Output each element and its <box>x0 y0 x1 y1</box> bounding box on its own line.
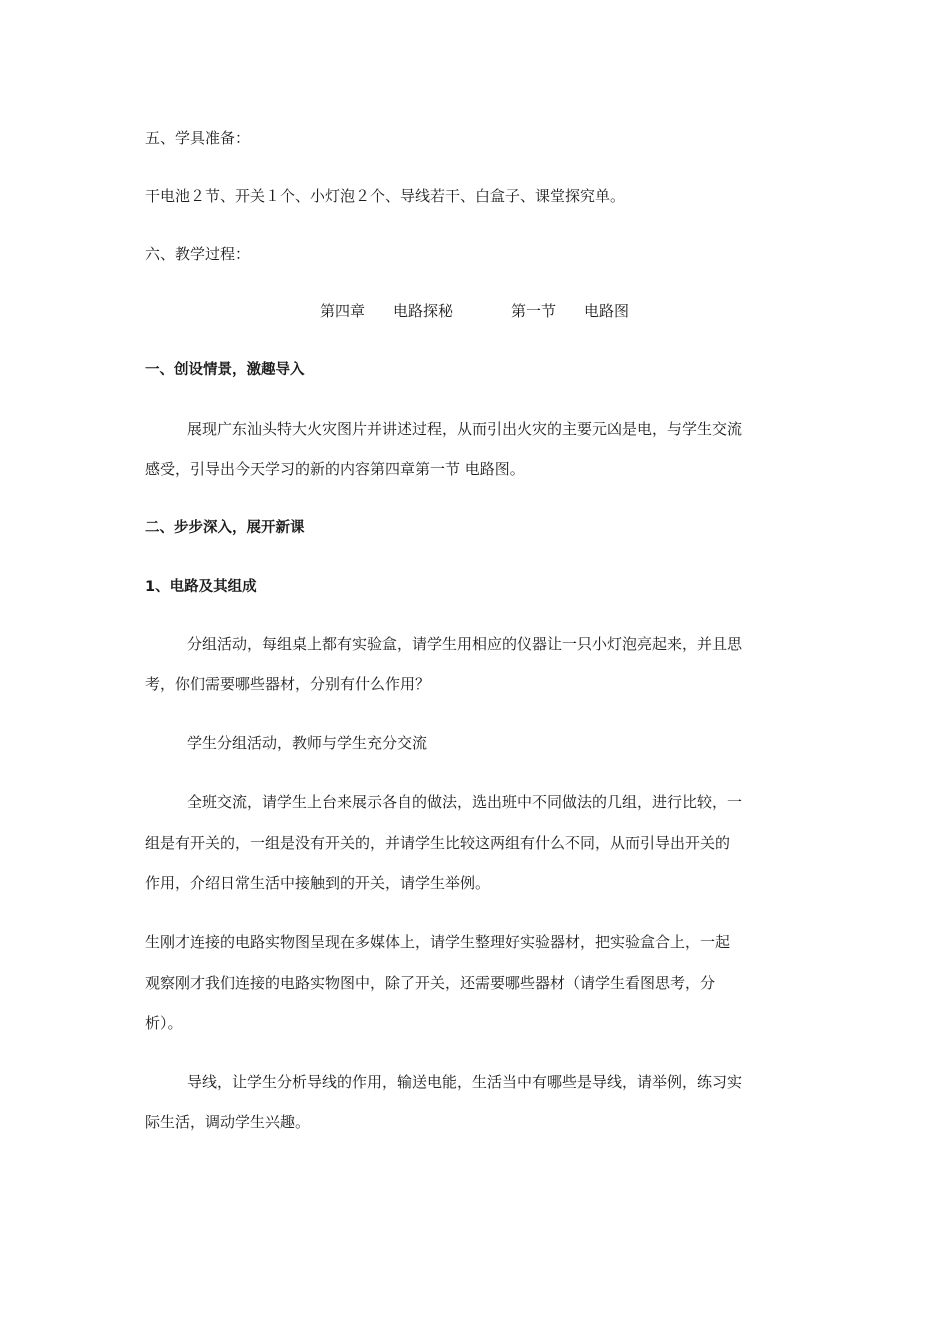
section-name: 电路图 <box>584 302 630 320</box>
paragraph-line: 组是有开关的，一组是没有开关的，并请学生比较这两组有什么不同，从而引导出开关的 <box>145 834 731 852</box>
paragraph-line: 学生分组活动，教师与学生充分交流 <box>187 734 428 752</box>
section6-heading: 六、教学过程： <box>145 245 251 263</box>
paragraph-line: 际生活，调动学生兴趣。 <box>145 1113 311 1131</box>
paragraph-line: 考，你们需要哪些器材，分别有什么作用？ <box>145 675 431 693</box>
paragraph-line: 观察刚才我们连接的电路实物图中，除了开关，还需要哪些器材（请学生看图思考，分 <box>145 974 716 992</box>
section5-heading: 五、学具准备： <box>145 129 251 147</box>
paragraph-line: 全班交流，请学生上台来展示各自的做法，选出班中不同做法的几组，进行比较，一 <box>187 793 743 811</box>
chapter-label: 第四章 <box>320 302 366 320</box>
paragraph-line: 导线，让学生分析导线的作用，输送电能，生活当中有哪些是导线，请举例，练习实 <box>187 1073 743 1091</box>
paragraph-line: 分组活动，每组桌上都有实验盒，请学生用相应的仪器让一只小灯泡亮起来，并且思 <box>187 635 743 653</box>
part1-heading: 一、创设情景，激趣导入 <box>145 362 305 378</box>
section5-items: 干电池２节、开关１个、小灯泡２个、导线若干、白盒子、课堂探究单。 <box>145 187 626 205</box>
part2-heading: 二、步步深入，展开新课 <box>145 520 305 536</box>
part1-paragraph-line: 感受，引导出今天学习的新的内容第四章第一节 电路图。 <box>145 460 525 478</box>
subsection-heading: 1、电路及其组成 <box>145 579 257 595</box>
paragraph-line: 析）。 <box>145 1014 183 1032</box>
part1-paragraph-line: 展现广东汕头特大火灾图片并讲述过程，从而引出火灾的主要元凶是电，与学生交流 <box>187 420 743 438</box>
section-label: 第一节 <box>511 302 557 320</box>
chapter-name: 电路探秘 <box>393 302 454 320</box>
paragraph-line: 生刚才连接的电路实物图呈现在多媒体上，请学生整理好实验器材，把实验盒合上，一起 <box>145 933 731 951</box>
chapter-title <box>320 301 629 321</box>
paragraph-line: 作用，介绍日常生活中接触到的开关，请学生举例。 <box>145 874 491 892</box>
